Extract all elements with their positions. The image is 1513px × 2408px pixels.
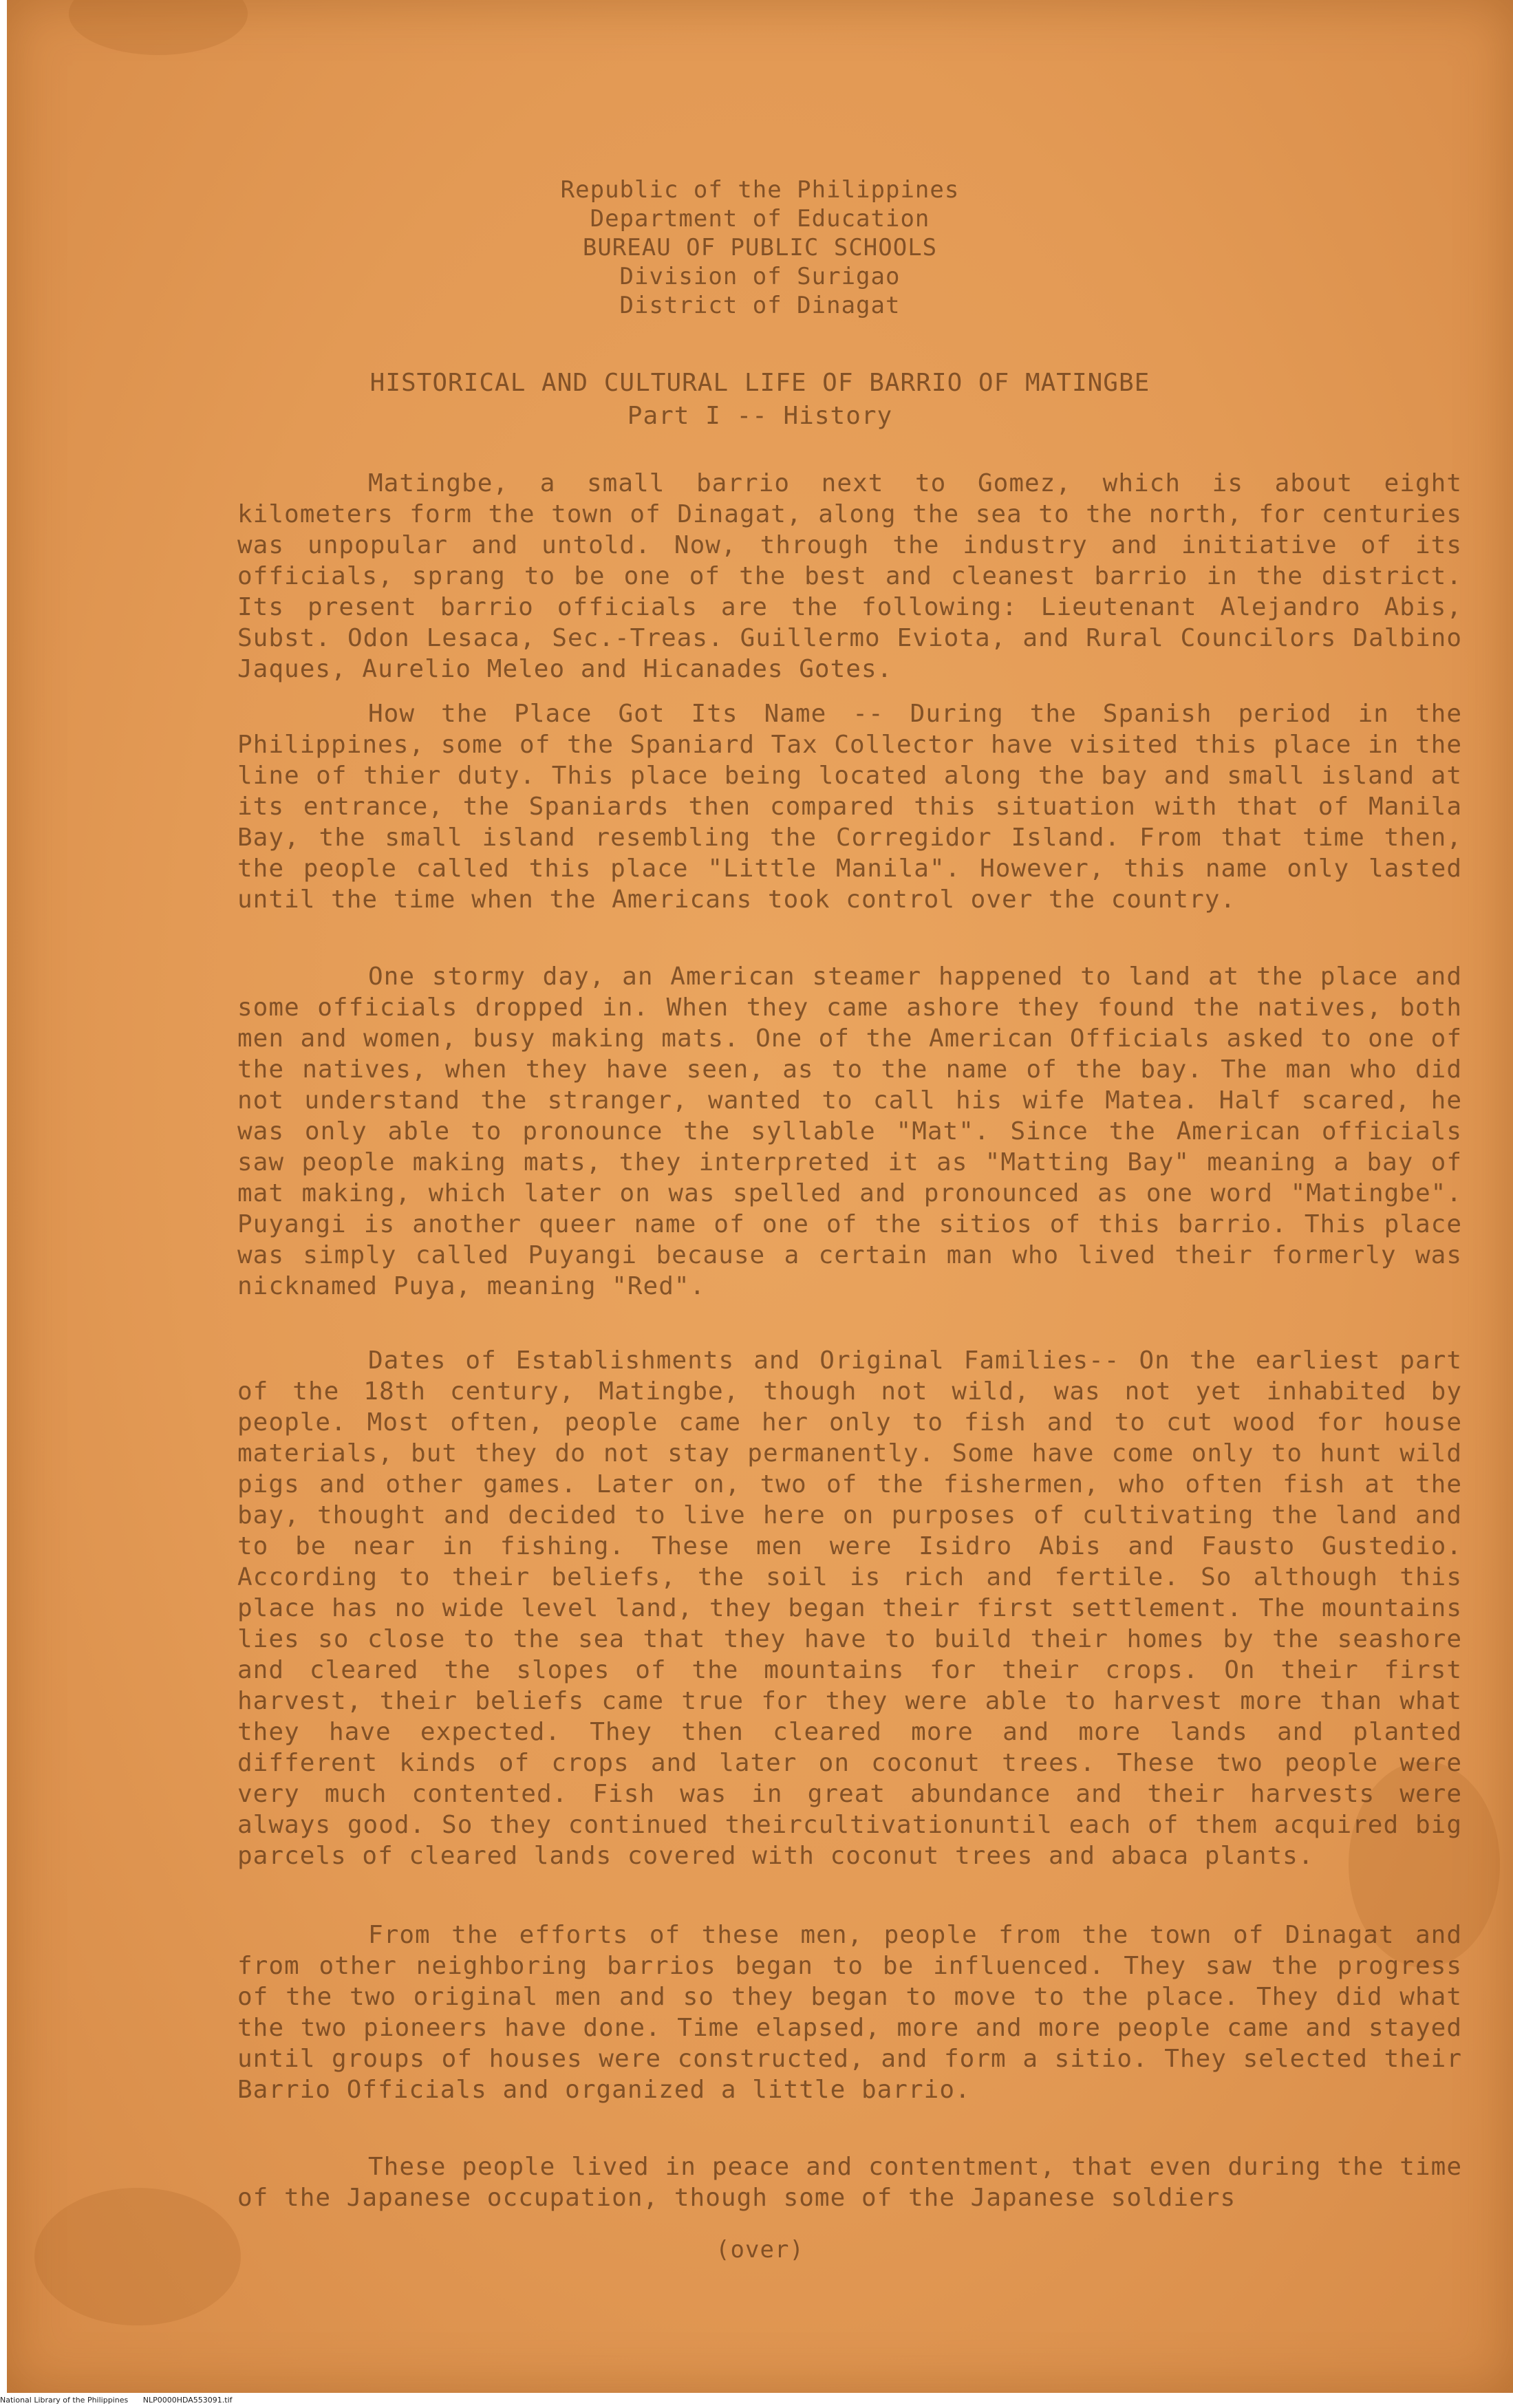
paragraph-establishment: Dates of Establishments and Original Families-- On the earliest part of the 18th century, Matingbe, though not wild, was not yet inhabited by people. Most often, people came her only to fish and to cut wood for house materials, but they do not stay permanently. Some have come only to hunt wild pigs and other games. Later on, two of the fishermen, who often fish at the bay, thought and decided to live here on purposes of cultivating the land and to be near in fishing. These men were Isidro Abis and Fausto Gustedio. According to their beliefs, the soil is rich and fertile. So although this place has no wide level land, they began their first settlement. The mountains lies so close to the sea that they have to build their homes by the seashore and cleared the slopes of the mountains for their crops. On their first harvest, their beliefs came true for they were able to harvest more than what they have expected. They then cleared more and more lands and planted different kinds of crops and later on coconut trees. These two people were very much contented. Fish was in great abundance and their harvests were always good. So they continued theircultivationuntil each of them acquired big parcels of cleared lands covered with coconut trees and abaca plants. (237, 1346, 1462, 1870)
title-part: Part I -- History (627, 402, 893, 430)
letterhead-division: Division of Surigao (619, 263, 901, 290)
title-main: HISTORICAL AND CULTURAL LIFE OF BARRIO OF MATINGBE (369, 369, 1150, 397)
letterhead (7, 175, 1513, 320)
scan-caption (0, 2396, 245, 2405)
paragraph-introduction: Matingbe, a small barrio next to Gomez, which is about eight kilometers form the town of Dinagat, along the sea to the north, for centuries was unpopular and untold. Now, through the industry and initiative of its officials, sprang to be one of the best and cleanest barrio in the district. Its present barrio officials are the following: Lieutenant Alejandro Abis, Subst. Odon Lesaca, Sec.-Treas. Guillermo Eviota, and Rural Councilors Dalbino Jaques, Aurelio Meleo and Hicanades Gotes. (237, 469, 1462, 683)
paragraph-american-steamer: One stormy day, an American steamer happened to land at the place and some officials dropped in. When they came ashore they found the natives, both men and women, busy making mats. One of the American Officials asked to one of the natives, when they have seen, as to the name of the bay. The man who did not understand the stranger, wanted to call his wife Matea. Half scared, he was only able to pronounce the syllable "Mat". Since the American officials saw people making mats, they interpreted it as "Matting Bay" meaning a bay of mat making, which later on was spelled and pronounced as one word "Matingbe". Puyangi is another queer name of one of the sitios of this barrio. This place was simply called Puyangi because a certain man who lived their formerly was nicknamed Puya, meaning "Red". (237, 963, 1462, 1300)
document-page (7, 0, 1513, 2393)
letterhead-department: Department of Education (590, 205, 930, 233)
document-title (7, 367, 1513, 433)
letterhead-bureau: BUREAU OF PUBLIC SCHOOLS (582, 234, 938, 261)
paper-stain (69, 0, 248, 55)
caption-file: NLP0000HDA553091.tif (142, 2396, 233, 2405)
paragraph-peace: These people lived in peace and contentment, that even during the time of the Japanese occupation, though some of the Japanese soldiers (237, 2153, 1462, 2212)
paragraph-place-name: How the Place Got Its Name -- During the Spanish period in the Philippines, some of the Spaniard Tax Collector have visited this place in the line of thier duty. This place being located along the bay and small island at its entrance, the Spaniards then compared this situation with that of Manila Bay, the small island resembling the Corregidor Island. From that time then, the people called this place "Little Manila". However, this name only lasted until the time when the Americans took control over the country. (237, 700, 1462, 914)
letterhead-district: District of Dinagat (619, 292, 901, 319)
letterhead-republic: Republic of the Philippines (560, 176, 960, 204)
over-note: (over) (716, 2236, 804, 2264)
paragraph-barrio-growth: From the efforts of these men, people from the town of Dinagat and from other neighboring barrios began to be influenced. They saw the progress of the two original men and so they began to move to the place. They did what the two pioneers have done. Time elapsed, more and more people came and stayed until groups of houses were constructed, and form a sitio. They selected their Barrio Officials and organized a little barrio. (237, 1921, 1462, 2104)
caption-library: National Library of the Philippines (0, 2396, 129, 2405)
